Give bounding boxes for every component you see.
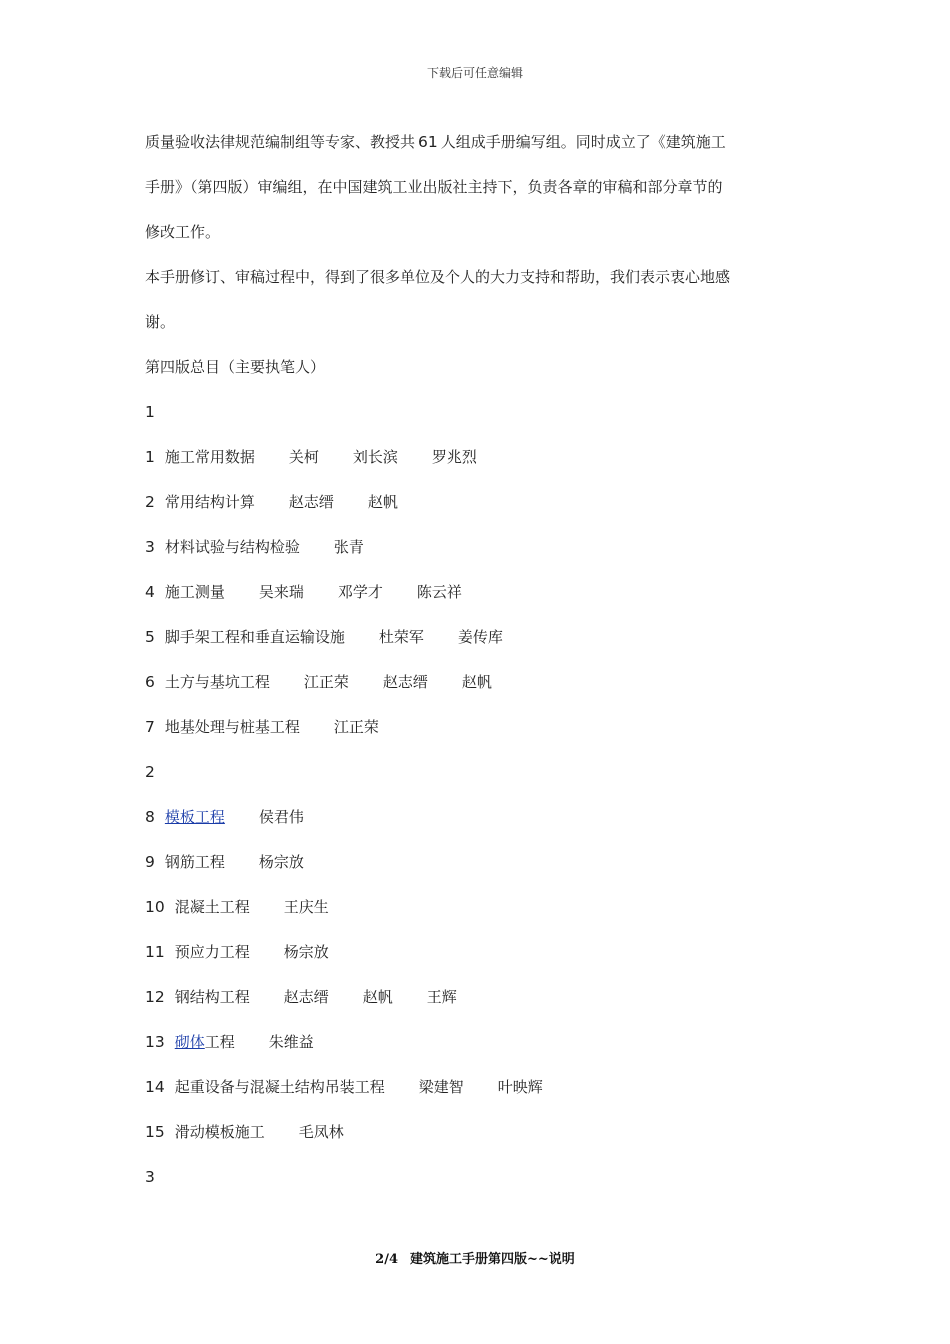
chapter-number: 8 bbox=[145, 808, 155, 826]
chapter-entry bbox=[145, 1110, 815, 1155]
chapter-author: 叶映辉 bbox=[497, 1078, 543, 1096]
chapter-author: 刘长滨 bbox=[352, 448, 398, 466]
chapter-title-link[interactable]: 砌体 bbox=[174, 1033, 205, 1051]
chapter-author: 赵志缙 bbox=[382, 673, 428, 691]
chapter-number: 15 bbox=[145, 1123, 165, 1141]
paragraph-line: 修改工作。 bbox=[145, 223, 221, 241]
chapter-number: 6 bbox=[145, 673, 155, 691]
chapter-author: 关柯 bbox=[288, 448, 319, 466]
chapter-number: 11 bbox=[145, 943, 165, 961]
header-note: 下载后可任意编辑 bbox=[426, 66, 523, 80]
chapter-author: 侯君伟 bbox=[258, 808, 304, 826]
chapter-author: 吴来瑞 bbox=[258, 583, 304, 601]
chapter-number: 2 bbox=[145, 493, 155, 511]
volume-number-text: 1 bbox=[145, 403, 155, 421]
chapter-entry bbox=[145, 1065, 815, 1110]
chapter-title: 施工常用数据 bbox=[164, 448, 255, 466]
volume-number bbox=[145, 750, 815, 795]
volume-number bbox=[145, 390, 815, 435]
chapter-author: 赵帆 bbox=[362, 988, 393, 1006]
chapter-author: 毛凤林 bbox=[298, 1123, 344, 1141]
chapter-author: 朱维益 bbox=[268, 1033, 314, 1051]
chapter-author: 杨宗放 bbox=[258, 853, 304, 871]
chapter-author: 赵帆 bbox=[367, 493, 398, 511]
chapter-entry bbox=[145, 705, 815, 750]
chapter-entry bbox=[145, 840, 815, 885]
chapter-title: 钢筋工程 bbox=[164, 853, 225, 871]
chapter-title: 预应力工程 bbox=[174, 943, 250, 961]
chapter-number: 4 bbox=[145, 583, 155, 601]
chapter-entry bbox=[145, 615, 815, 660]
chapter-author: 王庆生 bbox=[283, 898, 329, 916]
chapter-entry bbox=[145, 525, 815, 570]
chapter-author: 邓学才 bbox=[337, 583, 383, 601]
chapter-author: 王辉 bbox=[426, 988, 457, 1006]
chapter-entry bbox=[145, 885, 815, 930]
chapter-entry bbox=[145, 435, 815, 480]
chapter-entry bbox=[145, 975, 815, 1020]
chapter-author: 张青 bbox=[333, 538, 364, 556]
chapter-entry bbox=[145, 795, 815, 840]
text-run: 人组成手册编写组。同时成立了《建筑施工 bbox=[440, 133, 726, 151]
paragraph-line: 谢。 bbox=[145, 313, 176, 331]
chapter-author: 赵志缙 bbox=[283, 988, 329, 1006]
chapter-number: 9 bbox=[145, 853, 155, 871]
chapter-author: 梁建智 bbox=[418, 1078, 464, 1096]
page-footer bbox=[0, 1248, 950, 1267]
chapter-number: 12 bbox=[145, 988, 165, 1006]
toc-heading: 第四版总目（主要执笔人） bbox=[145, 358, 326, 376]
chapter-title: 土方与基坑工程 bbox=[164, 673, 270, 691]
chapter-author: 江正荣 bbox=[303, 673, 349, 691]
chapter-number: 14 bbox=[145, 1078, 165, 1096]
chapter-author: 赵志缙 bbox=[288, 493, 334, 511]
chapter-number: 3 bbox=[145, 538, 155, 556]
chapter-entry bbox=[145, 480, 815, 525]
page-number: 2/4 bbox=[375, 1252, 399, 1267]
chapter-title: 脚手架工程和垂直运输设施 bbox=[164, 628, 345, 646]
volume-number bbox=[145, 1155, 815, 1200]
chapter-author: 江正荣 bbox=[333, 718, 379, 736]
chapter-author: 陈云祥 bbox=[416, 583, 462, 601]
paragraph-line bbox=[145, 120, 815, 165]
chapter-title: 起重设备与混凝土结构吊装工程 bbox=[174, 1078, 385, 1096]
chapter-title: 常用结构计算 bbox=[164, 493, 255, 511]
chapter-author: 杨宗放 bbox=[283, 943, 329, 961]
text-run-number: 61 bbox=[418, 133, 438, 151]
chapter-title: 工程 bbox=[204, 1033, 235, 1051]
chapter-title-link[interactable]: 模板工程 bbox=[164, 808, 225, 826]
chapter-entry bbox=[145, 1020, 815, 1065]
chapter-title: 滑动模板施工 bbox=[174, 1123, 265, 1141]
chapter-title: 材料试验与结构检验 bbox=[164, 538, 300, 556]
chapter-number: 1 bbox=[145, 448, 155, 466]
chapter-author: 罗兆烈 bbox=[431, 448, 477, 466]
chapter-title: 施工测量 bbox=[164, 583, 225, 601]
body-text bbox=[145, 120, 815, 1200]
volume-number-text: 2 bbox=[145, 763, 155, 781]
chapter-entry bbox=[145, 570, 815, 615]
footer-title: 建筑施工手册第四版~~说明 bbox=[410, 1252, 575, 1267]
chapter-number: 10 bbox=[145, 898, 165, 916]
chapter-entry bbox=[145, 660, 815, 705]
chapter-author: 姜传库 bbox=[457, 628, 503, 646]
chapter-author: 杜荣军 bbox=[378, 628, 424, 646]
text-run: 质量验收法律规范编制组等专家、教授共 bbox=[145, 133, 416, 151]
chapter-title: 地基处理与桩基工程 bbox=[164, 718, 300, 736]
chapter-author: 赵帆 bbox=[461, 673, 492, 691]
chapter-number: 5 bbox=[145, 628, 155, 646]
chapter-number: 13 bbox=[145, 1033, 165, 1051]
chapter-title: 混凝土工程 bbox=[174, 898, 250, 916]
chapter-number: 7 bbox=[145, 718, 155, 736]
paragraph-line: 本手册修订、审稿过程中，得到了很多单位及个人的大力支持和帮助，我们表示衷心地感 bbox=[145, 268, 731, 286]
volume-number-text: 3 bbox=[145, 1168, 155, 1186]
toc-list bbox=[145, 390, 815, 1200]
chapter-title: 钢结构工程 bbox=[174, 988, 250, 1006]
paragraph-line: 手册》（第四版）审编组，在中国建筑工业出版社主持下，负责各章的审稿和部分章节的 bbox=[145, 178, 723, 196]
chapter-entry bbox=[145, 930, 815, 975]
